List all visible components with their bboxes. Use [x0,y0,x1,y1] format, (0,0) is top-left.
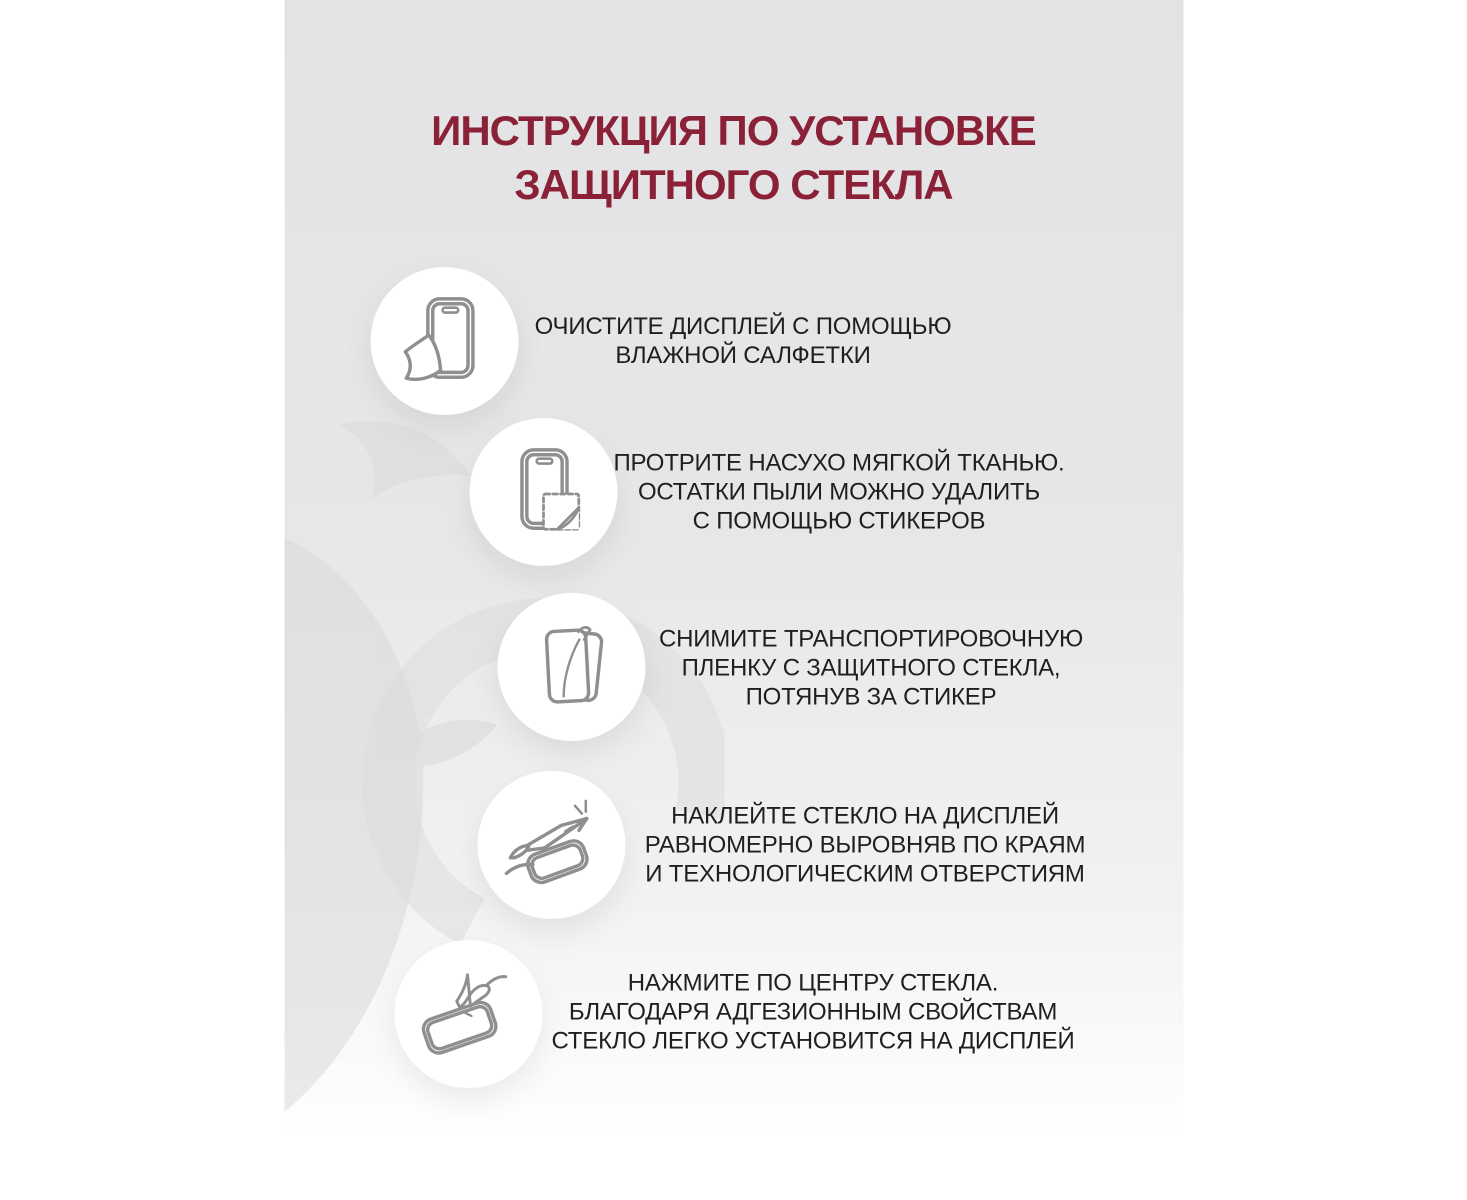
step-1-line-2: ВЛАЖНОЙ САЛФЕТКИ [615,342,871,369]
step-4-text [645,802,1086,889]
apply-glass-icon [502,796,600,894]
step-1-text [535,312,952,370]
page-title [284,104,1183,212]
page-title-line-2: ЗАЩИТНОГО СТЕКЛА [514,161,953,208]
step-5-line-1: НАЖМИТЕ ПО ЦЕНТРУ СТЕКЛА. [627,969,999,997]
step-4-line-1: НАКЛЕЙТЕ СТЕКЛО НА ДИСПЛЕЙ [671,802,1059,830]
press-glass-icon [419,965,517,1063]
step-4-icon-circle [477,771,625,919]
step-3-line-1: СНИМИТЕ ТРАНСПОРТИРОВОЧНУЮ [658,625,1084,653]
step-2-line-3: С ПОМОЩЬЮ СТИКЕРОВ [692,507,986,535]
phone-wipe-icon [395,292,493,390]
step-5-line-2: БЛАГОДАРЯ АДГЕЗИОННЫМ СВОЙСТВАМ [568,998,1058,1026]
step-2-line-1: ПРОТРИТЕ НАСУХО МЯГКОЙ ТКАНЬЮ. [613,449,1065,477]
step-2-icon-circle [469,418,617,566]
step-5-text [551,969,1074,1056]
page-title-line-1: ИНСТРУКЦИЯ ПО УСТАНОВКЕ [431,107,1036,154]
step-3-line-3: ПОТЯНУВ ЗА СТИКЕР [745,683,997,711]
step-4-line-2: РАВНОМЕРНО ВЫРОВНЯВ ПО КРАЯМ [644,831,1086,859]
step-5-line-3: СТЕКЛО ЛЕГКО УСТАНОВИТСЯ НА ДИСПЛЕЙ [551,1027,1075,1055]
step-2-line-2: ОСТАТКИ ПЫЛИ МОЖНО УДАЛИТЬ [637,478,1041,506]
step-5-icon-circle [394,940,542,1088]
step-1-icon-circle [370,267,518,415]
phone-sticker-icon [494,443,592,541]
instruction-card [284,0,1183,1200]
step-4-line-3: И ТЕХНОЛОГИЧЕСКИМ ОТВЕРСТИЯМ [645,860,1085,888]
step-1-line-1: ОЧИСТИТЕ ДИСПЛЕЙ С ПОМОЩЬЮ [534,313,952,340]
step-3-line-2: ПЛЕНКУ С ЗАЩИТНОГО СТЕКЛА, [681,654,1061,682]
film-peel-icon [522,618,620,716]
step-3-text [659,625,1083,712]
step-2-text [613,449,1064,536]
step-3-icon-circle [497,593,645,741]
